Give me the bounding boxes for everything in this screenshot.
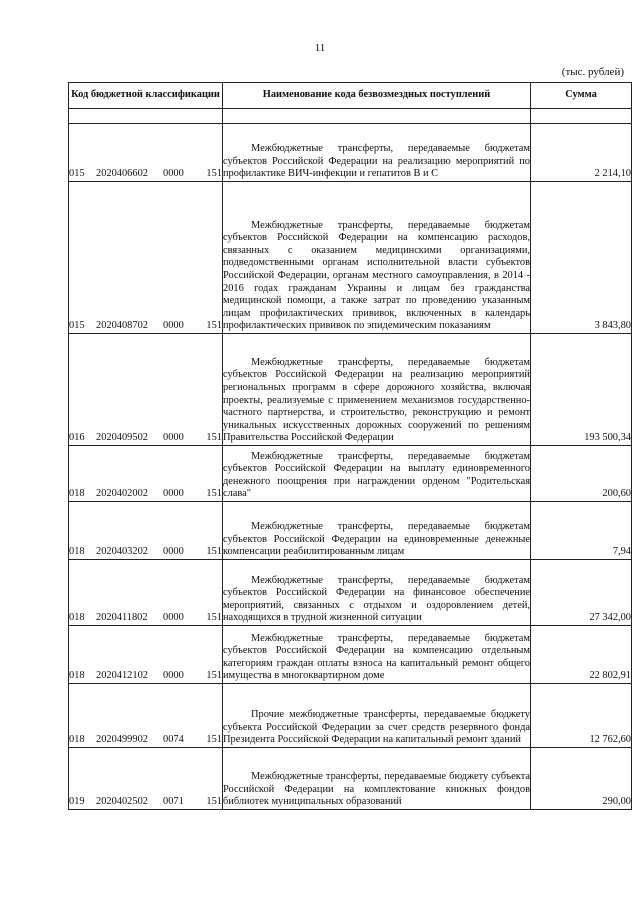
kosgu-code: 151 [206,734,222,746]
table-row [69,684,632,748]
kosgu-code: 151 [206,612,222,624]
page-number: 11 [314,42,326,54]
program-code: 0000 [163,670,184,682]
description-cell [223,124,531,182]
program-code: 0000 [163,320,184,332]
program-code: 0000 [163,546,184,558]
amount-cell: 12 762,60 [531,684,632,748]
admin-code: 016 [69,432,85,444]
admin-code: 015 [69,168,85,180]
row-description: Прочие межбюджетные трансферты, передаваемые бюджету субъекта Российской Федерации за счет средств резервного фонда Президента Российской Федерации на капитальный ремонт зданий [223,709,530,746]
row-description: Межбюджетные трансферты, передаваемые бюджетам субъектов Российской Федерации на финансовое обеспечение мероприятий, связанных с отдыхом и оздоровлением детей, находящихся в трудной жизненной ситуации [223,574,530,624]
code-cell [69,446,223,502]
description-cell [223,748,531,810]
units-label: (тыс. рублей) [561,66,624,78]
admin-code: 015 [69,320,85,332]
description-cell [223,560,531,626]
income-code: 2020403202 [96,546,148,558]
kosgu-code: 151 [206,168,222,180]
kosgu-code: 151 [206,488,222,500]
table-body [69,124,632,810]
program-code: 0074 [163,734,184,746]
admin-code: 019 [69,796,85,808]
row-description: Межбюджетные трансферты, передаваемые бюджетам субъектов Российской Федерации на реализацию мероприятий по профилактике ВИЧ-инфекции и гепатитов В и С [223,143,530,180]
description-cell [223,446,531,502]
amount-cell: 27 342,00 [531,560,632,626]
kosgu-code: 151 [206,796,222,808]
amount-cell: 193 500,34 [531,334,632,446]
code-cell [69,502,223,560]
amount-cell: 7,94 [531,502,632,560]
kosgu-code: 151 [206,432,222,444]
table-row [69,560,632,626]
income-code: 2020499902 [96,734,148,746]
table-row [69,626,632,684]
table-row [69,182,632,334]
income-code: 2020412102 [96,670,148,682]
header-code: Код бюджетной классификации [69,83,223,109]
description-cell [223,626,531,684]
row-description: Межбюджетные трансферты, передаваемые бюджету субъекта Российской Федерации на комплектование книжных фондов библиотек муниципальных образований [223,771,530,808]
header-sum: Сумма [531,83,632,109]
program-code: 0000 [163,488,184,500]
program-code: 0071 [163,796,184,808]
row-description: Межбюджетные трансферты, передаваемые бюджетам субъектов Российской Федерации на компенсацию расходов, связанных с оказанием медицинскими организациями, подведомственными органам исполнительной власти субъектов Российской Федерации, органам местного самоуправления, в 2014 - 2016 годах гражданам Украины и лицам без гражданства медицинской помощи, а также затрат по проведению указанным лицам профилактических прививок, включенных в календарь профилактических прививок по эпидемическим показаниям [223,219,530,332]
kosgu-code: 151 [206,670,222,682]
row-description: Межбюджетные трансферты, передаваемые бюджетам субъектов Российской Федерации на единовременные денежные компенсации реабилитированным лицам [223,521,530,558]
kosgu-code: 151 [206,546,222,558]
admin-code: 018 [69,734,85,746]
code-cell [69,626,223,684]
income-code: 2020402502 [96,796,148,808]
code-cell [69,748,223,810]
kosgu-code: 151 [206,320,222,332]
amount-cell: 200,60 [531,446,632,502]
income-code: 2020409502 [96,432,148,444]
description-cell [223,502,531,560]
table-row [69,748,632,810]
row-description: Межбюджетные трансферты, передаваемые бюджетам субъектов Российской Федерации на выплату единовременного денежного поощрения при награждении орденом "Родительская слава" [223,450,530,500]
amount-cell: 3 843,80 [531,182,632,334]
code-cell [69,124,223,182]
program-code: 0000 [163,612,184,624]
table-row [69,124,632,182]
code-cell [69,684,223,748]
admin-code: 018 [69,546,85,558]
table-row [69,334,632,446]
description-cell [223,182,531,334]
table-row [69,446,632,502]
program-code: 0000 [163,168,184,180]
header-name: Наименование кода безвозмездных поступлений [223,83,531,109]
code-cell [69,334,223,446]
row-description: Межбюджетные трансферты, передаваемые бюджетам субъектов Российской Федерации на реализацию мероприятий региональных программ в сфере дорожного хозяйства, включая проекты, реализуемые с применением механизмов государственно-частного партнерства, и строительство, реконструкцию и ремонт уникальных искусственных дорожных сооружений по решениям Правительства Российской Федерации [223,356,530,444]
income-code: 2020406602 [96,168,148,180]
admin-code: 018 [69,612,85,624]
row-description: Межбюджетные трансферты, передаваемые бюджетам субъектов Российской Федерации на компенсацию отдельным категориям граждан оплаты взноса на капитальный ремонт общего имущества в многоквартирном доме [223,632,530,682]
income-code: 2020402002 [96,488,148,500]
code-cell [69,182,223,334]
admin-code: 018 [69,488,85,500]
amount-cell: 2 214,10 [531,124,632,182]
description-cell [223,334,531,446]
program-code: 0000 [163,432,184,444]
code-cell [69,560,223,626]
budget-table [68,82,632,810]
amount-cell: 22 802,91 [531,626,632,684]
income-code: 2020408702 [96,320,148,332]
description-cell [223,684,531,748]
amount-cell: 290,00 [531,748,632,810]
admin-code: 018 [69,670,85,682]
table-row [69,502,632,560]
income-code: 2020411802 [96,612,148,624]
